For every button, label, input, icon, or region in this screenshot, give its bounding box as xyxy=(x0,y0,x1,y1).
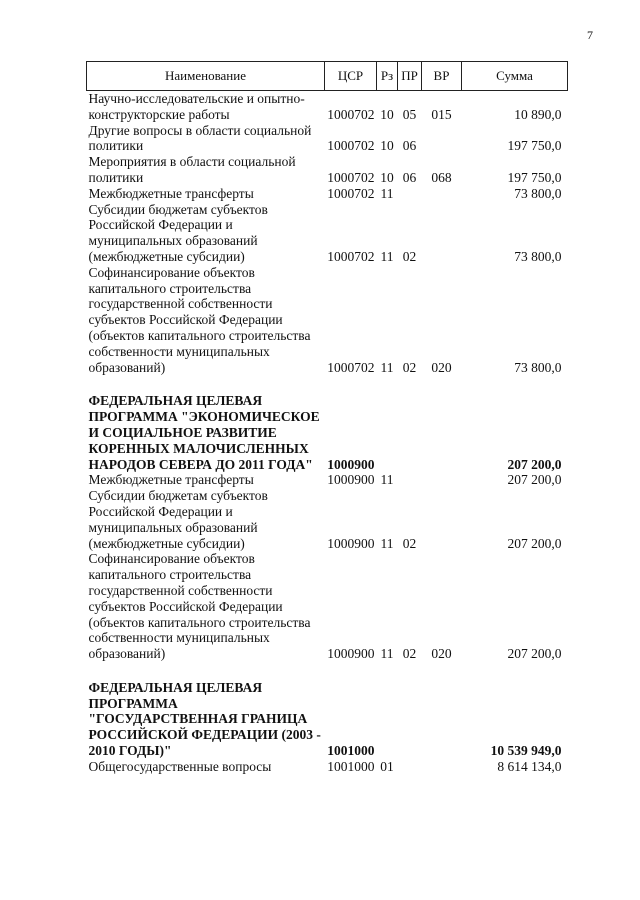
table-row xyxy=(87,472,568,488)
row-vr xyxy=(422,662,462,759)
row-vr: 068 xyxy=(431,169,452,185)
row-name: Другие вопросы в области социальной политики xyxy=(88,122,312,154)
row-csr: 1001000 xyxy=(327,758,375,774)
row-csr: 1000900 xyxy=(327,472,375,488)
row-name: Софинансирование объектов капитального строительства государственной собственности субъектов Российской Федерации (объектов капитального строительства собственности муниципальных образований) xyxy=(88,551,311,662)
row-name: Субсидии бюджетам субъектов Российской Федерации и муниципальных образований (межбюджетные субсидии) xyxy=(88,201,268,264)
table-row xyxy=(87,154,568,186)
page-number: 7 xyxy=(587,28,593,42)
row-csr: 1000900 xyxy=(327,535,375,551)
program-title: ФЕДЕРАЛЬНАЯ ЦЕЛЕВАЯ ПРОГРАММА "ЭКОНОМИЧЕСКОЕ И СОЦИАЛЬНОЕ РАЗВИТИЕ КОРЕННЫХ МАЛОЧИСЛЕННЫХ НАРОДОВ СЕВЕРА ДО 2011 ГОДА" xyxy=(88,393,320,472)
row-pr xyxy=(398,375,422,472)
table-row xyxy=(87,265,568,376)
row-rz xyxy=(377,662,398,759)
program-row xyxy=(87,662,568,759)
row-rz: 11 xyxy=(380,646,394,662)
row-csr: 1001000 xyxy=(327,743,375,759)
row-sum: 197 750,0 xyxy=(507,138,562,154)
header-name: Наименование xyxy=(87,62,325,91)
table-row xyxy=(87,551,568,662)
row-rz: 10 xyxy=(380,138,394,154)
row-rz: 11 xyxy=(380,359,394,375)
row-pr: 06 xyxy=(402,169,417,185)
row-csr: 1000702 xyxy=(327,138,375,154)
row-vr xyxy=(422,488,462,551)
row-sum: 207 200,0 xyxy=(507,456,562,472)
row-csr: 1000702 xyxy=(327,106,375,122)
row-csr: 1000702 xyxy=(327,185,375,201)
header-rz: Рз xyxy=(377,62,398,91)
row-pr: 05 xyxy=(402,106,417,122)
row-vr xyxy=(422,375,462,472)
row-rz: 10 xyxy=(380,169,394,185)
row-vr xyxy=(422,759,462,775)
program-title: ФЕДЕРАЛЬНАЯ ЦЕЛЕВАЯ ПРОГРАММА "ГОСУДАРСТВЕННАЯ ГРАНИЦА РОССИЙСКОЙ ФЕДЕРАЦИИ (2003 - 2010 ГОДЫ)" xyxy=(88,679,321,759)
row-sum: 73 800,0 xyxy=(514,185,562,201)
table-row xyxy=(87,202,568,265)
row-sum: 207 200,0 xyxy=(507,472,562,488)
table-row xyxy=(87,759,568,775)
row-name: Софинансирование объектов капитального строительства государственной собственности субъектов Российской Федерации (объектов капитального строительства собственности муниципальных образований) xyxy=(88,264,311,375)
header-csr: ЦСР xyxy=(325,62,377,91)
row-vr xyxy=(422,202,462,265)
row-pr xyxy=(398,472,422,488)
table-row xyxy=(87,186,568,202)
row-vr xyxy=(422,123,462,155)
row-rz: 10 xyxy=(380,106,394,122)
budget-table xyxy=(86,61,568,775)
row-pr: 02 xyxy=(402,359,417,375)
row-name: Субсидии бюджетам субъектов Российской Федерации и муниципальных образований (межбюджетные субсидии) xyxy=(88,488,268,551)
row-rz: 01 xyxy=(380,758,394,774)
row-sum: 10 539 949,0 xyxy=(490,743,562,759)
row-name: Межбюджетные трансферты xyxy=(88,472,254,488)
header-sum: Сумма xyxy=(462,62,568,91)
row-pr: 02 xyxy=(402,646,417,662)
row-pr xyxy=(398,759,422,775)
table-row xyxy=(87,91,568,123)
row-vr xyxy=(422,472,462,488)
row-name: Межбюджетные трансферты xyxy=(88,185,254,201)
row-vr: 020 xyxy=(431,646,452,662)
row-csr: 1000702 xyxy=(327,248,375,264)
program-row xyxy=(87,375,568,472)
row-rz: 11 xyxy=(380,248,394,264)
row-sum: 8 614 134,0 xyxy=(497,758,562,774)
row-rz: 11 xyxy=(380,535,394,551)
row-name: Общегосударственные вопросы xyxy=(88,758,272,774)
row-pr: 02 xyxy=(402,248,417,264)
row-vr: 020 xyxy=(431,359,452,375)
row-rz: 11 xyxy=(380,472,394,488)
row-sum: 207 200,0 xyxy=(507,535,562,551)
row-name: Мероприятия в области социальной политики xyxy=(88,154,296,185)
header-vr: ВР xyxy=(422,62,462,91)
row-sum: 197 750,0 xyxy=(507,169,562,185)
row-pr: 02 xyxy=(402,535,417,551)
row-pr: 06 xyxy=(402,138,417,154)
row-vr: 015 xyxy=(431,106,452,122)
row-name: Научно-исследовательские и опытно-конструкторские работы xyxy=(88,91,305,122)
row-pr xyxy=(398,662,422,759)
row-sum: 73 800,0 xyxy=(514,359,562,375)
row-sum: 207 200,0 xyxy=(507,646,562,662)
row-sum: 10 890,0 xyxy=(514,106,562,122)
row-csr: 1000900 xyxy=(327,646,375,662)
row-pr xyxy=(398,186,422,202)
table-header-row xyxy=(87,62,568,91)
row-rz xyxy=(377,375,398,472)
table-row xyxy=(87,488,568,551)
row-sum: 73 800,0 xyxy=(514,248,562,264)
header-pr: ПР xyxy=(398,62,422,91)
row-rz: 11 xyxy=(380,185,394,201)
table-row xyxy=(87,123,568,155)
row-csr: 1000900 xyxy=(327,456,375,472)
row-vr xyxy=(422,186,462,202)
row-csr: 1000702 xyxy=(327,169,375,185)
row-csr: 1000702 xyxy=(327,359,375,375)
